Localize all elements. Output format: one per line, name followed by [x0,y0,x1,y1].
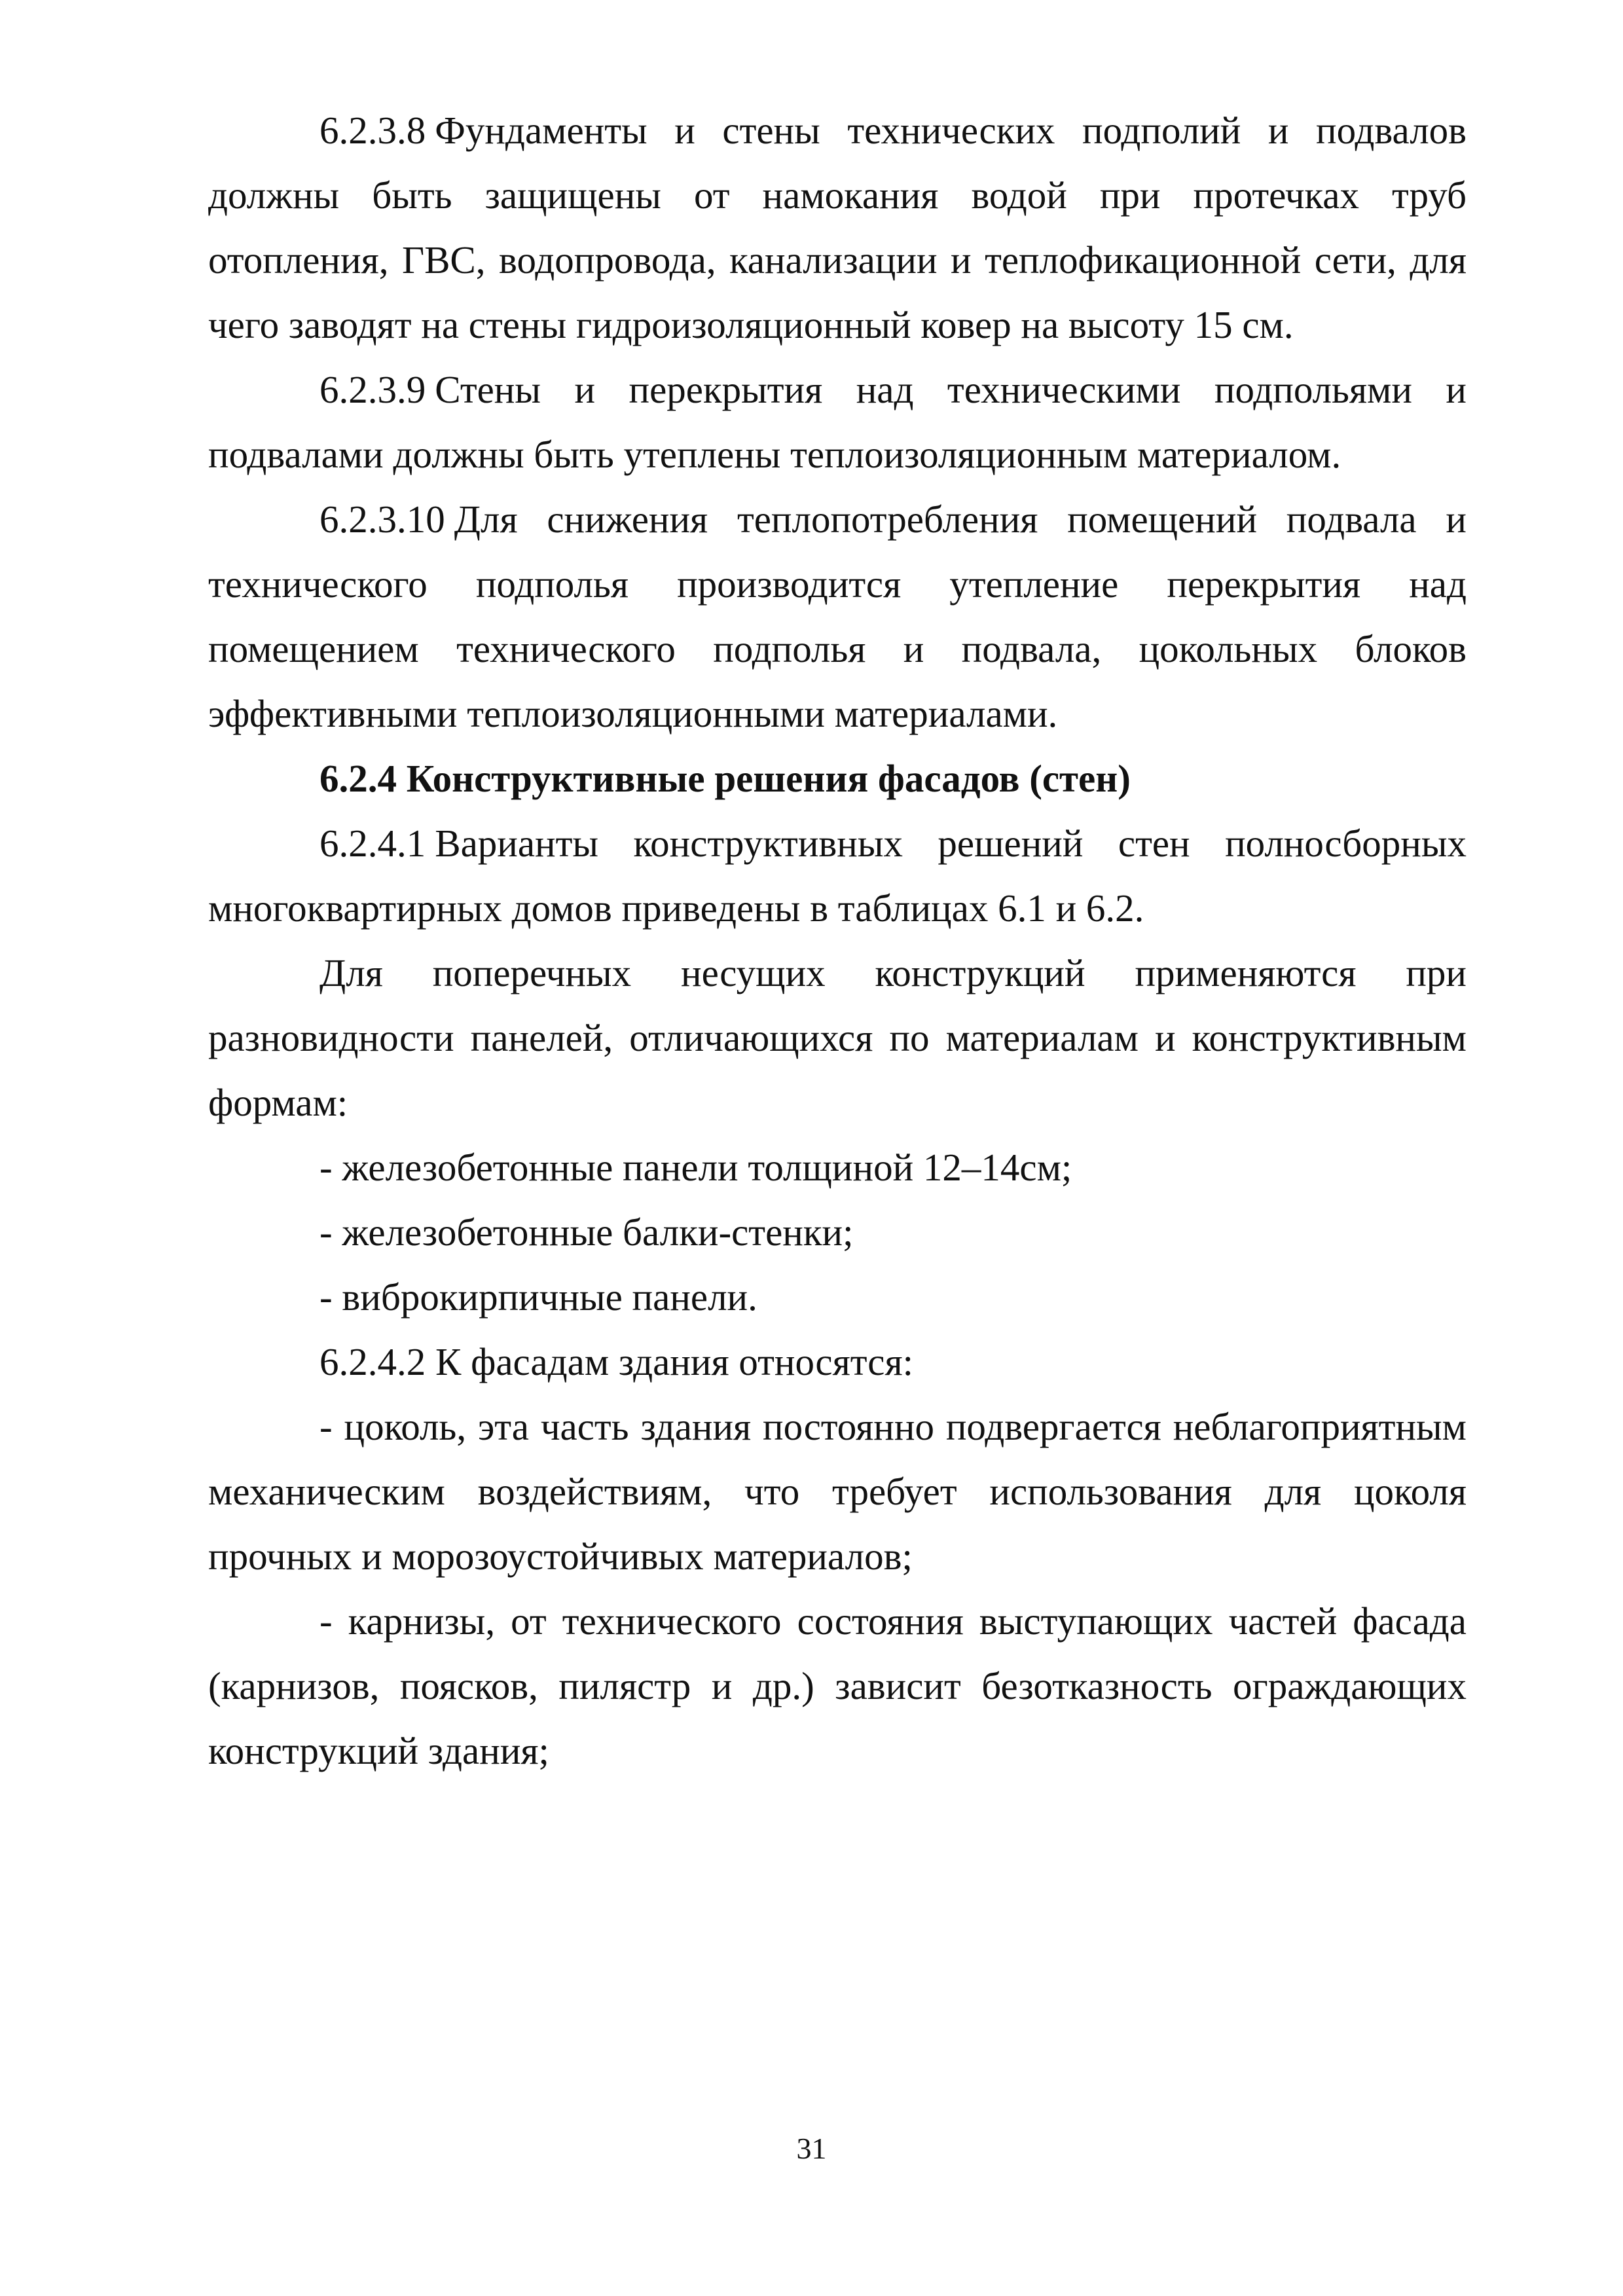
paragraph-6-2-4-1 [208,811,1467,941]
list-item: - карнизы, от технического состояния выступающих частей фасада (карнизов, поясков, пилястр и др.) зависит безотказность ограждающих конструкций здания; [208,1599,1467,1772]
list-item: - железобетонные панели толщиной 12–14см; [319,1146,1072,1189]
clause-number: 6.2.4.2 [319,1340,426,1383]
list-item: - виброкирпичные панели. [319,1275,757,1319]
clause-number: 6.2.3.8 [319,109,426,152]
paragraph-6-2-4-2 [208,1330,1467,1394]
clause-number: 6.2.3.10 [319,498,445,541]
clause-text: Фундаменты и стены технических подполий и подвалов должны быть защищены от намокания водой при протечках труб отопления, ГВС, водопровода, канализации и теплофикационной сети, для чего заводят на стены гидроизоляционный ковер на высоту 15 см. [208,109,1467,346]
paragraph-intro-panels: Для поперечных несущих конструкций применяются при разновидности панелей, отличающихся по материалам и конструктивным формам: [208,951,1467,1124]
clause-number: 6.2.3.9 [319,368,426,411]
clause-text: Для снижения теплопотребления помещений подвала и технического подполья производится утепление перекрытия над помещением технического подполья и подвала, цокольных блоков эффективными теплоизоляционными материалами. [208,498,1467,735]
list-item: - железобетонные балки-стенки; [319,1211,854,1254]
clause-text: К фасадам здания относятся: [435,1340,913,1383]
page-number: 31 [796,2132,827,2165]
section-heading: 6.2.4 Конструктивные решения фасадов (стен) [319,757,1131,800]
paragraph-6-2-3-8 [208,98,1467,357]
paragraph-6-2-3-9 [208,357,1467,487]
document-body [208,98,1467,1783]
clause-text: Стены и перекрытия над техническими подпольями и подвалами должны быть утеплены теплоизоляционным материалом. [208,368,1467,476]
list-item: - цоколь, эта часть здания постоянно подвергается неблагоприятным механическим воздействиям, что требует использования для цоколя прочных и морозоустойчивых материалов; [208,1405,1467,1578]
clause-text: Варианты конструктивных решений стен полносборных многоквартирных домов приведены в таблицах 6.1 и 6.2. [208,822,1467,930]
paragraph-6-2-3-10 [208,487,1467,746]
clause-number: 6.2.4.1 [319,822,426,865]
